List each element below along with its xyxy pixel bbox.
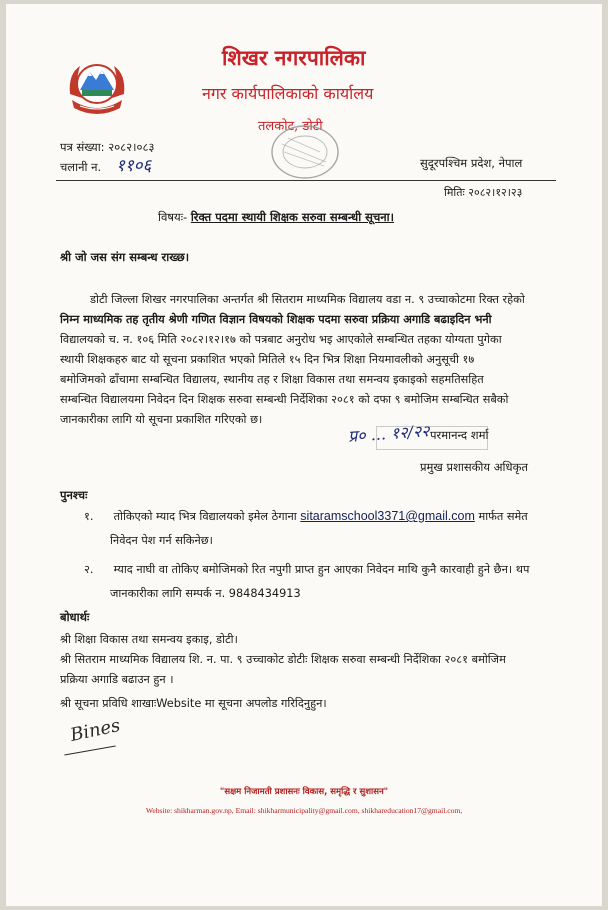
- postscript-item-1: [84, 506, 564, 551]
- postscript-label: पुनश्चः: [60, 488, 88, 502]
- municipality-name: शिखर नगरपालिका: [222, 45, 366, 70]
- letter-date: मितिः २०८२।१२।२३: [444, 186, 523, 199]
- postscript-item-1-number: १.: [84, 510, 94, 523]
- postscript-item-1-after: मार्फत समेत: [478, 510, 528, 523]
- body-line: विद्यालयको च. न. १०६ मिति २०८२।१२।१७ को पत्रबाट अनुरोध भइ आएकोले सम्बन्धित तहका योग्यता पुगेका: [60, 333, 502, 346]
- bodhartha-line: श्री शिक्षा विकास तथा समन्वय इकाइ, डोटी।: [60, 633, 238, 646]
- school-email-link[interactable]: sitaramschool3371@gmail.com: [300, 509, 475, 523]
- signatory-name: परमानन्द शर्मा: [430, 428, 489, 442]
- body-line: बमोजिमको ढाँचामा सम्बन्धित विद्यालय, स्थानीय तह र शिक्षा विकास तथा समन्वय इकाइको सहमतिसहित: [60, 373, 484, 386]
- footer-contact: Website: shikharman.gov.np, Email: shikharmunicipality@gmail.com, shikhareducation17@gmail.com,: [145, 806, 463, 815]
- subject-line: [158, 210, 394, 225]
- reference-number: पत्र संख्या: २०८२।०८३: [60, 140, 155, 154]
- body-line: निम्न माध्यमिक तह तृतीय श्रेणी गणित विज्ञान विषयको शिक्षक पदमा सरुवा प्रक्रिया अगाडि बढाइदिन भनी: [60, 313, 492, 326]
- clerk-initials: Bines: [68, 714, 123, 747]
- postscript-item-2-number: २.: [84, 563, 94, 576]
- office-name: नगर कार्यपालिकाको कार्यालय: [202, 84, 374, 103]
- postscript-item-1-text: तोकिएको म्याद भित्र विद्यालयको इमेल ठेगाना: [113, 510, 297, 523]
- province-name: सुदूरपश्चिम प्रदेश, नेपाल: [420, 156, 523, 170]
- dispatch-number-handwritten: ११०६: [116, 156, 152, 176]
- body-line: जानकारीका लागि यो सूचना प्रकाशित गरिएको छ।: [60, 413, 263, 426]
- dispatch-number-label: चलानी न.: [60, 160, 102, 174]
- subject-label: विषयः-: [158, 210, 188, 224]
- salutation: श्री जो जस संग सम्बन्ध राख्छ।: [60, 250, 190, 264]
- footer-slogan: "सक्षम निजामती प्रशासनः विकास, समृद्धि र सुशासन": [219, 787, 389, 797]
- bodhartha-label: बोधार्थः: [60, 610, 90, 624]
- bodhartha-line: प्रक्रिया अगाडि बढाउन हुन ।: [60, 673, 174, 686]
- body-line: स्थायी शिक्षकहरु बाट यो सूचना प्रकाशित भएको मितिले १५ दिन भित्र शिक्षा नियमावलीको अनुसूची १७: [60, 353, 475, 366]
- office-place: तलकोट, डोटी: [258, 119, 323, 134]
- signatory-title: प्रमुख प्रशासकीय अधिकृत: [420, 460, 528, 474]
- postscript-item-1-line1: [84, 506, 564, 527]
- postscript-item-2-line2: जानकारीका लागि सम्पर्क न. 9848434913: [110, 587, 301, 600]
- bodhartha-line: श्री सितराम माध्यमिक विद्यालय शि. न. पा. ९ उच्चाकोट डोटीः शिक्षक सरुवा सम्बन्धी निर्देशिका २०८१ बमोजिम: [60, 653, 506, 666]
- postscript-item-2: [84, 560, 564, 604]
- postscript-item-2-line1: [84, 560, 564, 580]
- office-stamp: [268, 122, 342, 182]
- body-line: सम्बन्धित विद्यालयमा निवेदन दिन शिक्षक सरुवा सम्बन्धी निर्देशिका २०८१ को दफा ९ बमोजिम सम्बन्धित सबैको: [60, 393, 509, 406]
- bodhartha-line: श्री सूचना प्रविधि शाखाःWebsite मा सूचना अपलोड गरिदिनुहुन।: [60, 697, 327, 710]
- notice-body: [60, 290, 556, 430]
- nepal-emblem-icon: [62, 54, 132, 120]
- postscript-item-1-line2: निवेदन पेश गर्न सकिनेछ।: [110, 534, 213, 547]
- subject-text: रिक्त पदमा स्थायी शिक्षक सरुवा सम्बन्धी सूचना।: [190, 210, 394, 224]
- initials-stroke: [64, 745, 115, 755]
- body-line: डोटी जिल्ला शिखर नगरपालिका अन्तर्गत श्री सितराम माध्यमिक विद्यालय वडा न. ९ उच्चाकोटमा रिक्त रहेको: [90, 293, 525, 306]
- header-divider: [56, 180, 556, 181]
- postscript-item-2-text: म्याद नाघी वा तोकिए बमोजिमको रित नपुगी प्राप्त हुन आएका निवेदन माथि कुनै कारवाही हुने छैन। थप: [113, 563, 530, 576]
- signature-handwritten: प्र० ... १२/२२: [347, 421, 431, 446]
- bodhartha-list: [60, 630, 560, 714]
- letter-page: [6, 4, 602, 906]
